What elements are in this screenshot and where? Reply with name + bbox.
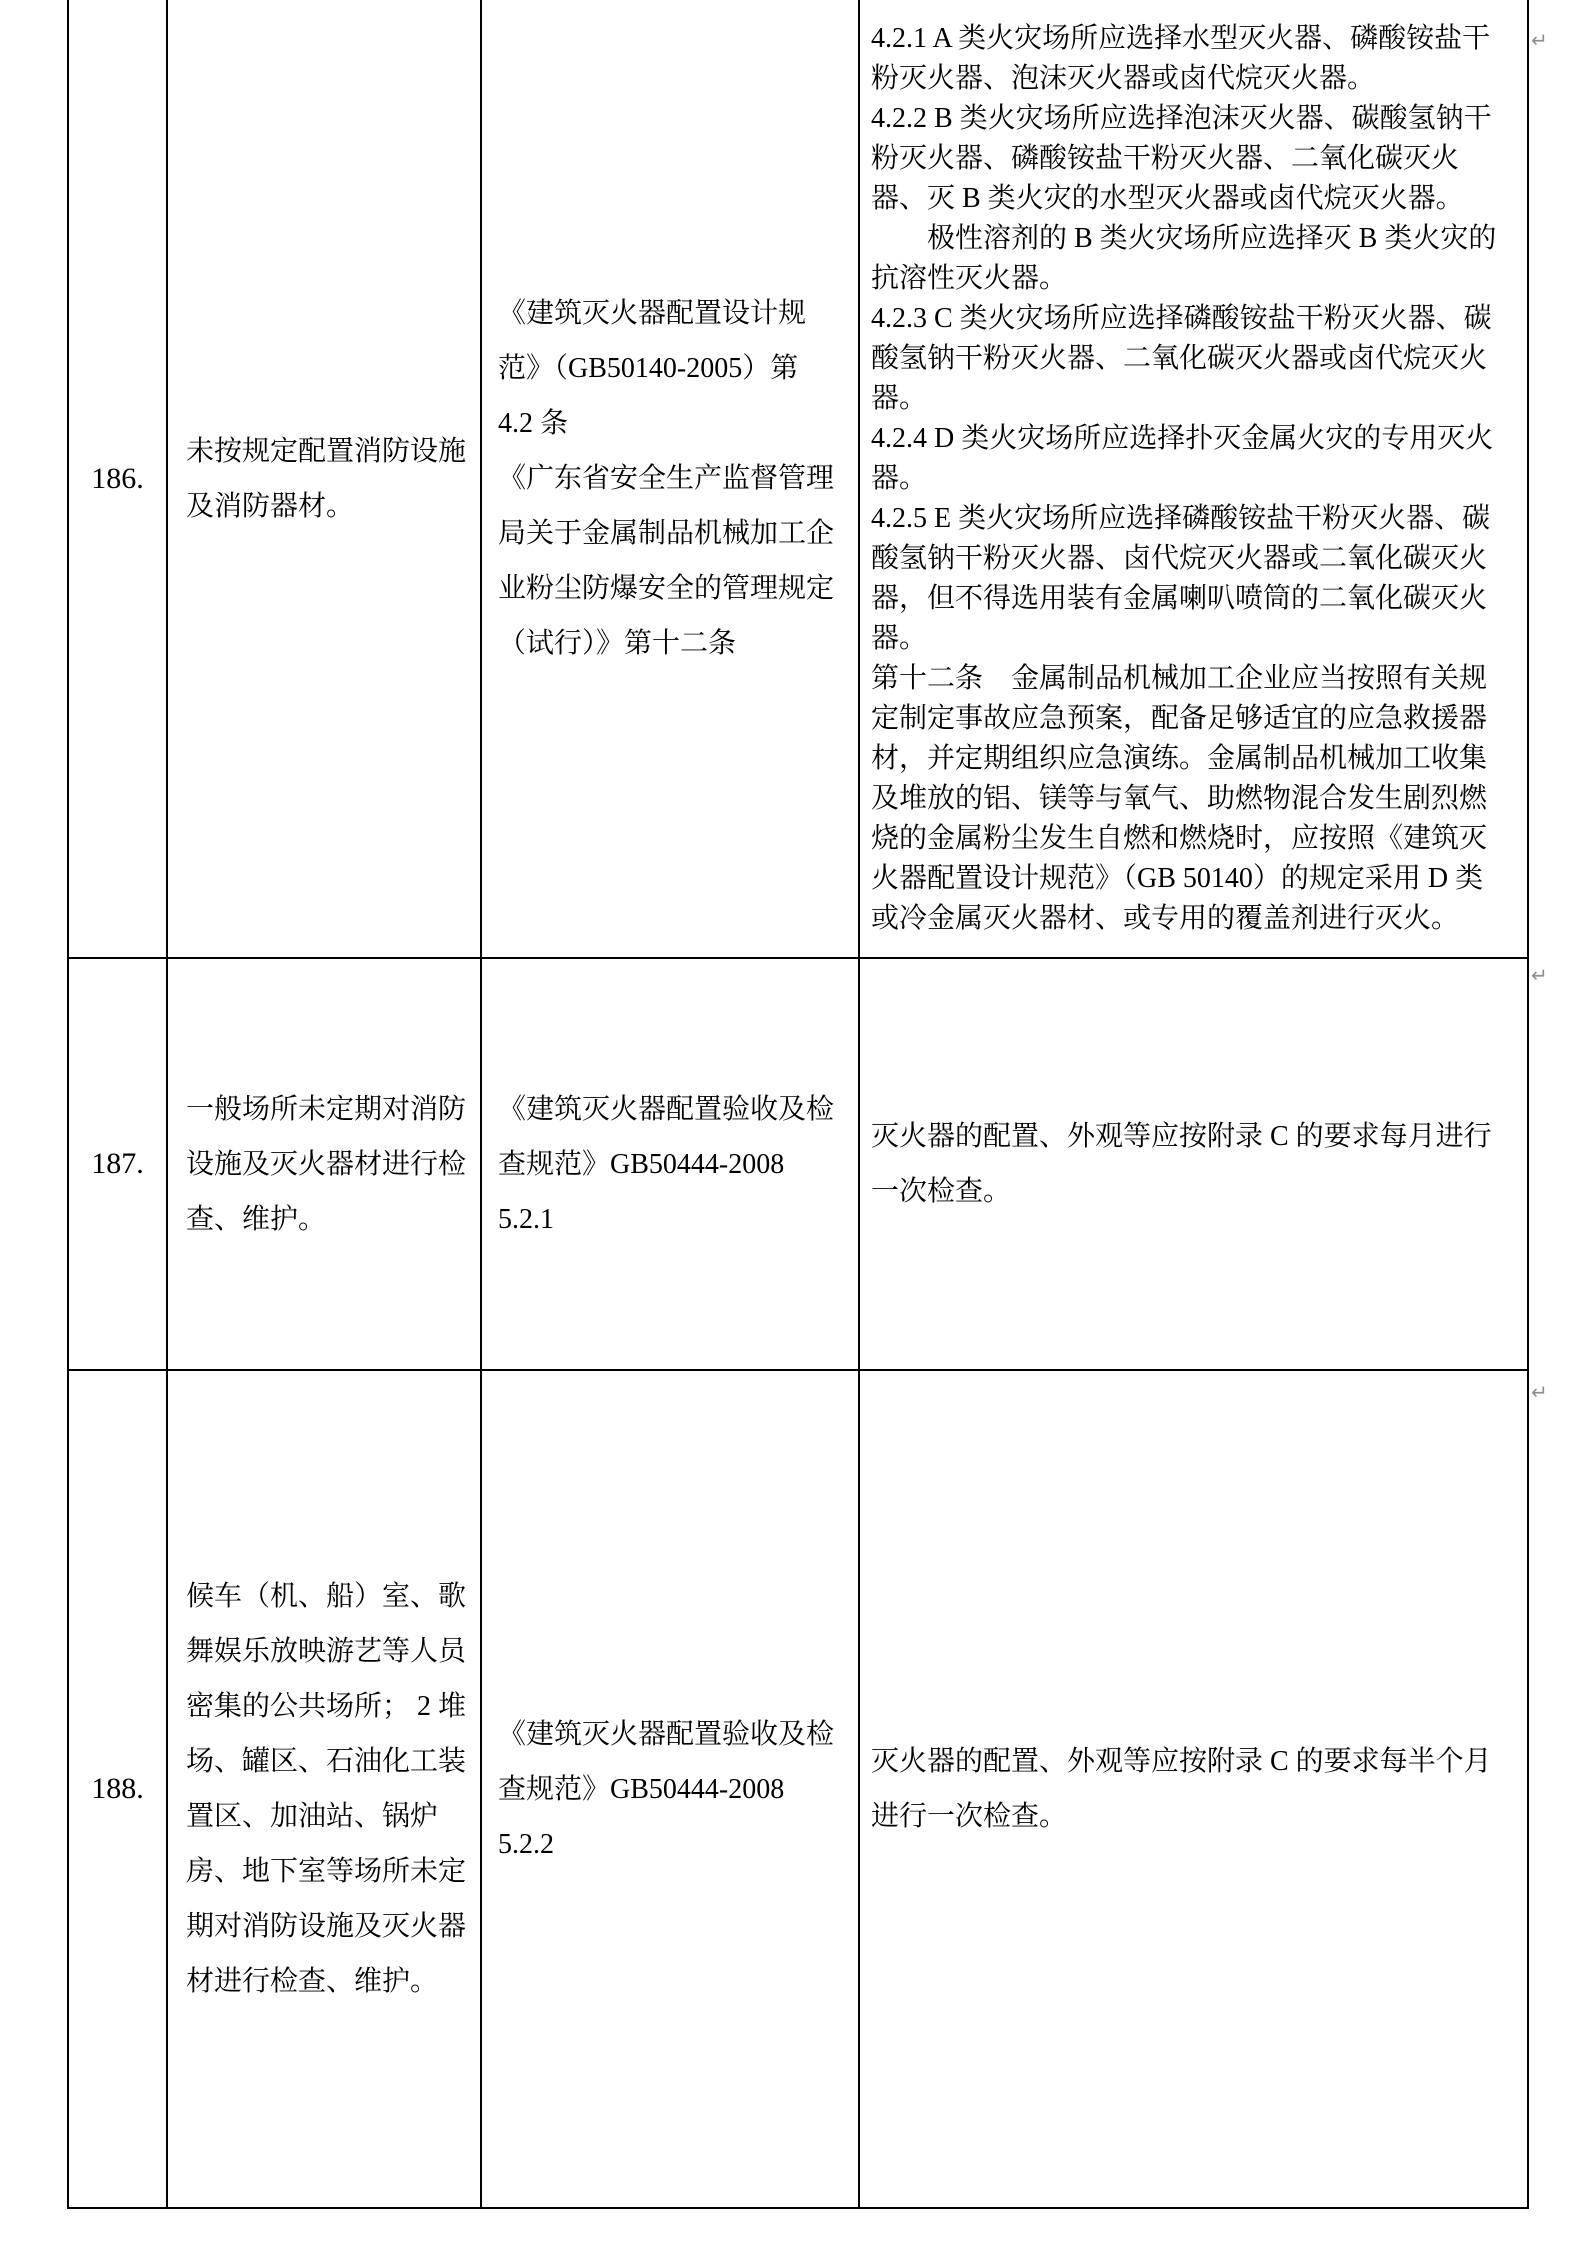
paragraph: 灭火器的配置、外观等应按附录 C 的要求每半个月进行一次检查。 xyxy=(871,1746,1492,1832)
table-row xyxy=(68,958,1528,1370)
paragraph: 极性溶剂的 B 类火灾场所应选择灭 B 类火灾的抗溶性灭火器。 xyxy=(871,222,1497,294)
paragraph: 5.2.1 xyxy=(498,1203,554,1235)
row-number-cell: 188. xyxy=(68,1370,167,2208)
requirement-detail-cell xyxy=(859,1370,1528,2208)
paragraph: 《建筑灭火器配置验收及检查规范》GB50444-2008 xyxy=(498,1718,835,1805)
paragraph: 4.2.5 E 类火灾场所应选择磷酸铵盐干粉灭火器、碳酸氢钠干粉灭火器、卤代烷灭火器或二氧化碳灭火器，但不得选用装有金属喇叭喷筒的二氧化碳灭火器。 xyxy=(871,502,1491,654)
violation-cell: 候车（机、船）室、歌舞娱乐放映游艺等人员密集的公共场所； 2 堆场、罐区、石油化工装置区、加油站、锅炉房、地下室等场所未定期对消防设施及灭火器材进行检查、维护。 xyxy=(167,1370,481,2208)
legal-basis-cell xyxy=(481,1370,859,2208)
table-row xyxy=(68,1370,1528,2208)
paragraph: 4.2.2 B 类火灾场所应选择泡沫灭火器、碳酸氢钠干粉灭火器、磷酸铵盐干粉灭火器、二氧化碳灭火器、灭 B 类火灾的水型灭火器或卤代烷灭火器。 xyxy=(871,102,1492,214)
violation-cell: 一般场所未定期对消防设施及灭火器材进行检查、维护。 xyxy=(167,958,481,1370)
regulations-table xyxy=(67,0,1529,2209)
paragraph: 《建筑灭火器配置验收及检查规范》GB50444-2008 xyxy=(498,1093,835,1180)
paragraph: 4.2.1 A 类火灾场所应选择水型灭火器、磷酸铵盐干粉灭火器、泡沫灭火器或卤代烷灭火器。 xyxy=(871,22,1491,94)
paragraph: 4.2.3 C 类火灾场所应选择磷酸铵盐干粉灭火器、碳酸氢钠干粉灭火器、二氧化碳灭火器或卤代烷灭火器。 xyxy=(871,302,1492,414)
paragraph: 5.2.2 xyxy=(498,1828,554,1860)
paragraph: 《建筑灭火器配置设计规范》（GB50140-2005）第 4.2 条 xyxy=(498,298,807,439)
paragraph-mark-icon: ↵ xyxy=(1531,1380,1548,1404)
violation-cell: 未按规定配置消防设施及消防器材。 xyxy=(167,0,481,958)
legal-basis-cell xyxy=(481,0,859,958)
paragraph: 《广东省安全生产监督管理局关于金属制品机械加工企业粉尘防爆安全的管理规定（试行）》第十二条 xyxy=(498,463,835,659)
requirement-detail-cell xyxy=(859,0,1528,958)
table-row xyxy=(68,0,1528,958)
requirement-detail-cell xyxy=(859,958,1528,1370)
row-number-cell: 186. xyxy=(68,0,167,958)
row-number-cell: 187. xyxy=(68,958,167,1370)
paragraph-mark-icon: ↵ xyxy=(1531,28,1548,52)
paragraph: 灭火器的配置、外观等应按附录 C 的要求每月进行一次检查。 xyxy=(871,1121,1492,1207)
paragraph: 第十二条 金属制品机械加工企业应当按照有关规定制定事故应急预案，配备足够适宜的应急救援器材，并定期组织应急演练。金属制品机械加工收集及堆放的铝、镁等与氧气、助燃物混合发生剧烈燃烧的金属粉尘发生自燃和燃烧时，应按照《建筑灭火器配置设计规范》（GB 50140）的规定采用 D 类或冷金属灭火器材、或专用的覆盖剂进行灭火。 xyxy=(871,662,1488,934)
paragraph-mark-icon: ↵ xyxy=(1531,963,1548,987)
legal-basis-cell xyxy=(481,958,859,1370)
paragraph: 4.2.4 D 类火灾场所应选择扑灭金属火灾的专用灭火器。 xyxy=(871,422,1494,494)
